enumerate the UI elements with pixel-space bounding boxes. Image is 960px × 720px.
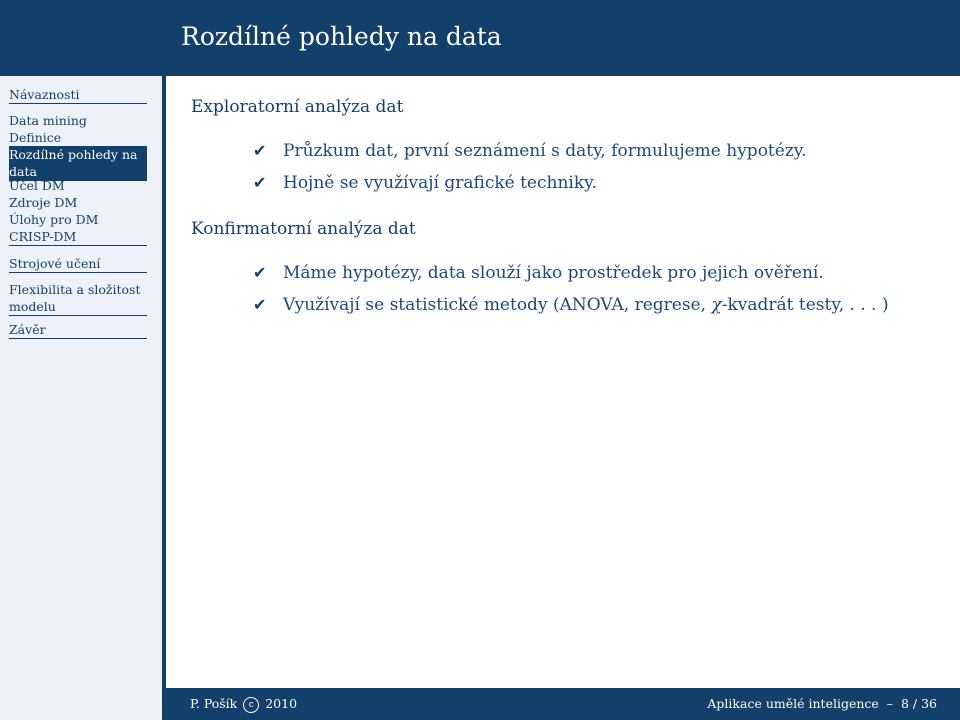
check-icon: ✔	[253, 173, 267, 192]
confirmatory-heading: Konfirmatorní analýza dat	[191, 219, 416, 239]
sidebar-item-ucel-dm[interactable]: Účel DM	[9, 178, 65, 193]
page-title: Rozdílné pohledy na data	[181, 22, 502, 51]
list-item	[253, 263, 824, 283]
footer-author: P. Pošík	[190, 696, 238, 711]
list-item	[253, 295, 889, 315]
list-item	[253, 173, 597, 193]
copyright-icon: c	[243, 697, 259, 713]
footer-page: 8 / 36	[900, 696, 937, 711]
sidebar-item-crisp-dm[interactable]: CRISP-DM	[9, 228, 147, 246]
footer-course: Aplikace umělé inteligence	[707, 696, 879, 711]
footer-year: 2010	[265, 696, 298, 711]
sidebar-item-data-mining[interactable]: Data mining	[9, 113, 87, 128]
sidebar-bottom	[0, 686, 166, 720]
list-item	[253, 141, 807, 161]
check-icon: ✔	[253, 141, 267, 160]
footer-right: Aplikace umělé inteligence – 8 / 36	[707, 696, 937, 711]
sidebar-item-strojove-uceni[interactable]: Strojové učení	[9, 255, 147, 273]
bullet-text-after: -kvadrát testy, . . . )	[721, 295, 889, 315]
sidebar-item-definice[interactable]: Definice	[9, 130, 62, 145]
sidebar-item-zdroje-dm[interactable]: Zdroje DM	[9, 195, 78, 210]
exploratory-heading: Exploratorní analýza dat	[191, 97, 404, 117]
bullet-text: Průzkum dat, první seznámení s daty, formulujeme hypotézy.	[283, 141, 807, 161]
sidebar-item-flexibilita[interactable]: Flexibilita a složitost modelu	[9, 281, 147, 316]
check-icon: ✔	[253, 263, 267, 282]
sidebar-nav	[0, 76, 166, 686]
bullet-text-before: Využívají se statistické metody (ANOVA, regrese,	[283, 295, 712, 315]
sidebar-item-navaznosti[interactable]: Návaznosti	[9, 86, 147, 104]
sidebar-item-zaver[interactable]: Závěr	[9, 321, 147, 339]
bullet-text: Hojně se využívají grafické techniky.	[283, 173, 597, 193]
sidebar-item-ulohy-pro-dm[interactable]: Úlohy pro DM	[9, 212, 99, 227]
footer-bar	[166, 688, 960, 720]
footer-left	[190, 696, 297, 713]
title-bar	[0, 0, 960, 76]
check-icon: ✔	[253, 295, 267, 314]
chi-symbol: χ	[711, 295, 722, 315]
bullet-text: Máme hypotézy, data slouží jako prostředek pro jejich ověření.	[283, 263, 824, 283]
title-bar-left-strip	[0, 0, 162, 76]
sidebar-item-rozdilne-pohledy[interactable]: Rozdílné pohledy na data	[9, 146, 147, 181]
